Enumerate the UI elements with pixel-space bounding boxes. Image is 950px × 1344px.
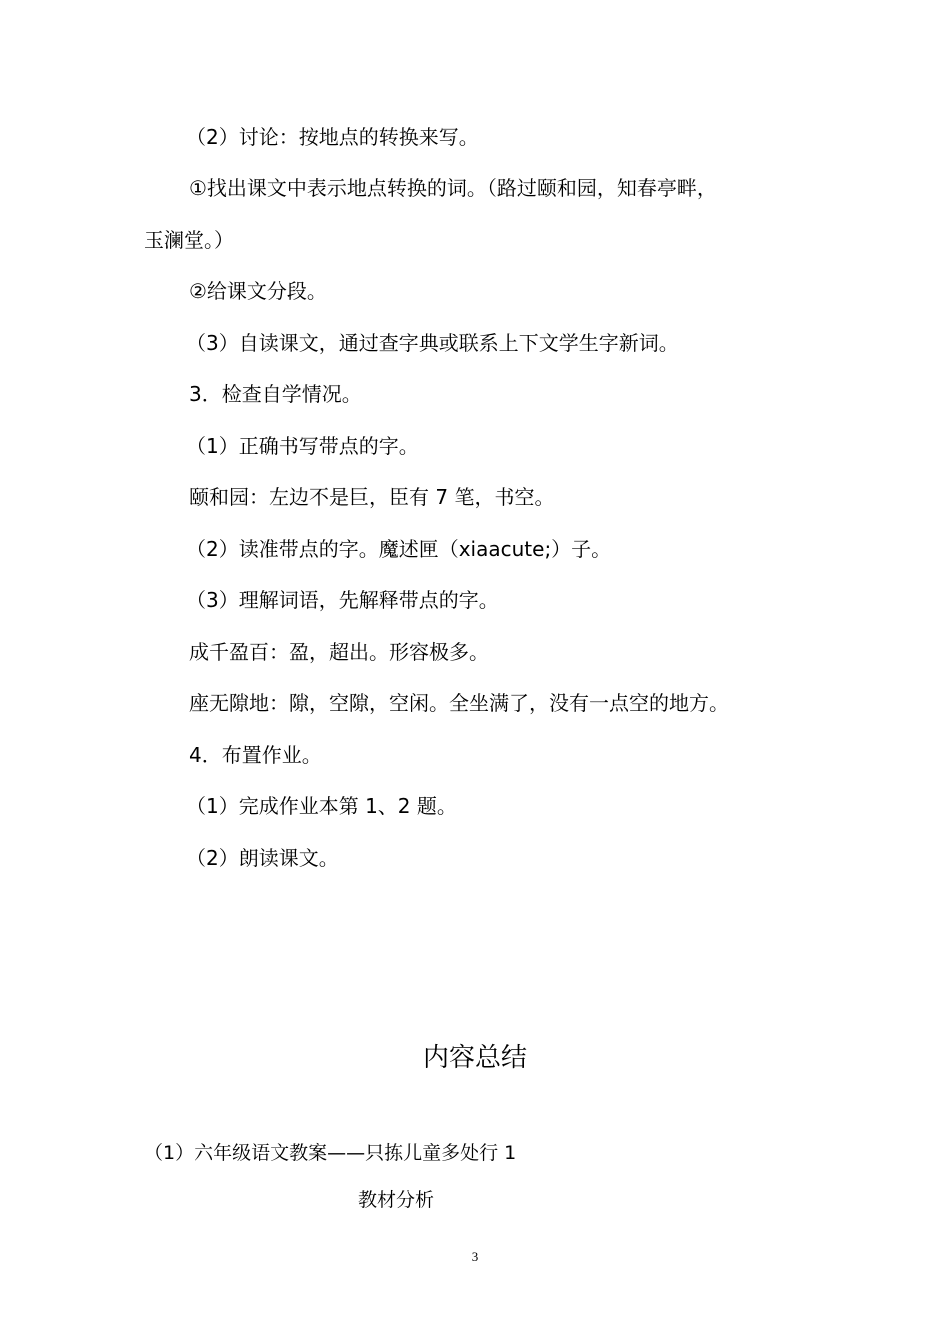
summary-item: （1）六年级语文教案——只拣儿童多处行 1 (144, 1142, 517, 1164)
body-line: 颐和园：左边不是巨，臣有 7 笔，书空。 (189, 485, 555, 509)
body-line: ①找出课文中表示地点转换的词。（路过颐和园，知春亭畔， (189, 176, 717, 200)
body-line: （2）朗读课文。 (186, 846, 339, 870)
body-line: （1）正确书写带点的字。 (186, 434, 419, 458)
body-line: （3）自读课文，通过查字典或联系上下文学生字新词。 (186, 331, 679, 355)
body-line: （2）读准带点的字。魔述匣（xiaacute;）子。 (186, 537, 612, 561)
body-line: 4．布置作业。 (189, 743, 322, 767)
body-line: （1）完成作业本第 1、2 题。 (186, 794, 457, 818)
summary-heading: 内容总结 (422, 1043, 527, 1073)
body-line: 座无隙地：隙，空隙，空闲。全坐满了，没有一点空的地方。 (189, 691, 729, 715)
body-line: ②给课文分段。 (189, 279, 327, 303)
body-line: 成千盈百：盈，超出。形容极多。 (189, 640, 489, 664)
body-line: （2）讨论：按地点的转换来写。 (186, 125, 479, 149)
body-line: 3．检查自学情况。 (189, 382, 362, 406)
body-line: （3）理解词语，先解释带点的字。 (186, 588, 499, 612)
page-number: 3 (471, 1249, 479, 1264)
summary-subheading: 教材分析 (358, 1189, 435, 1211)
body-line: 玉澜堂。） (144, 228, 234, 252)
